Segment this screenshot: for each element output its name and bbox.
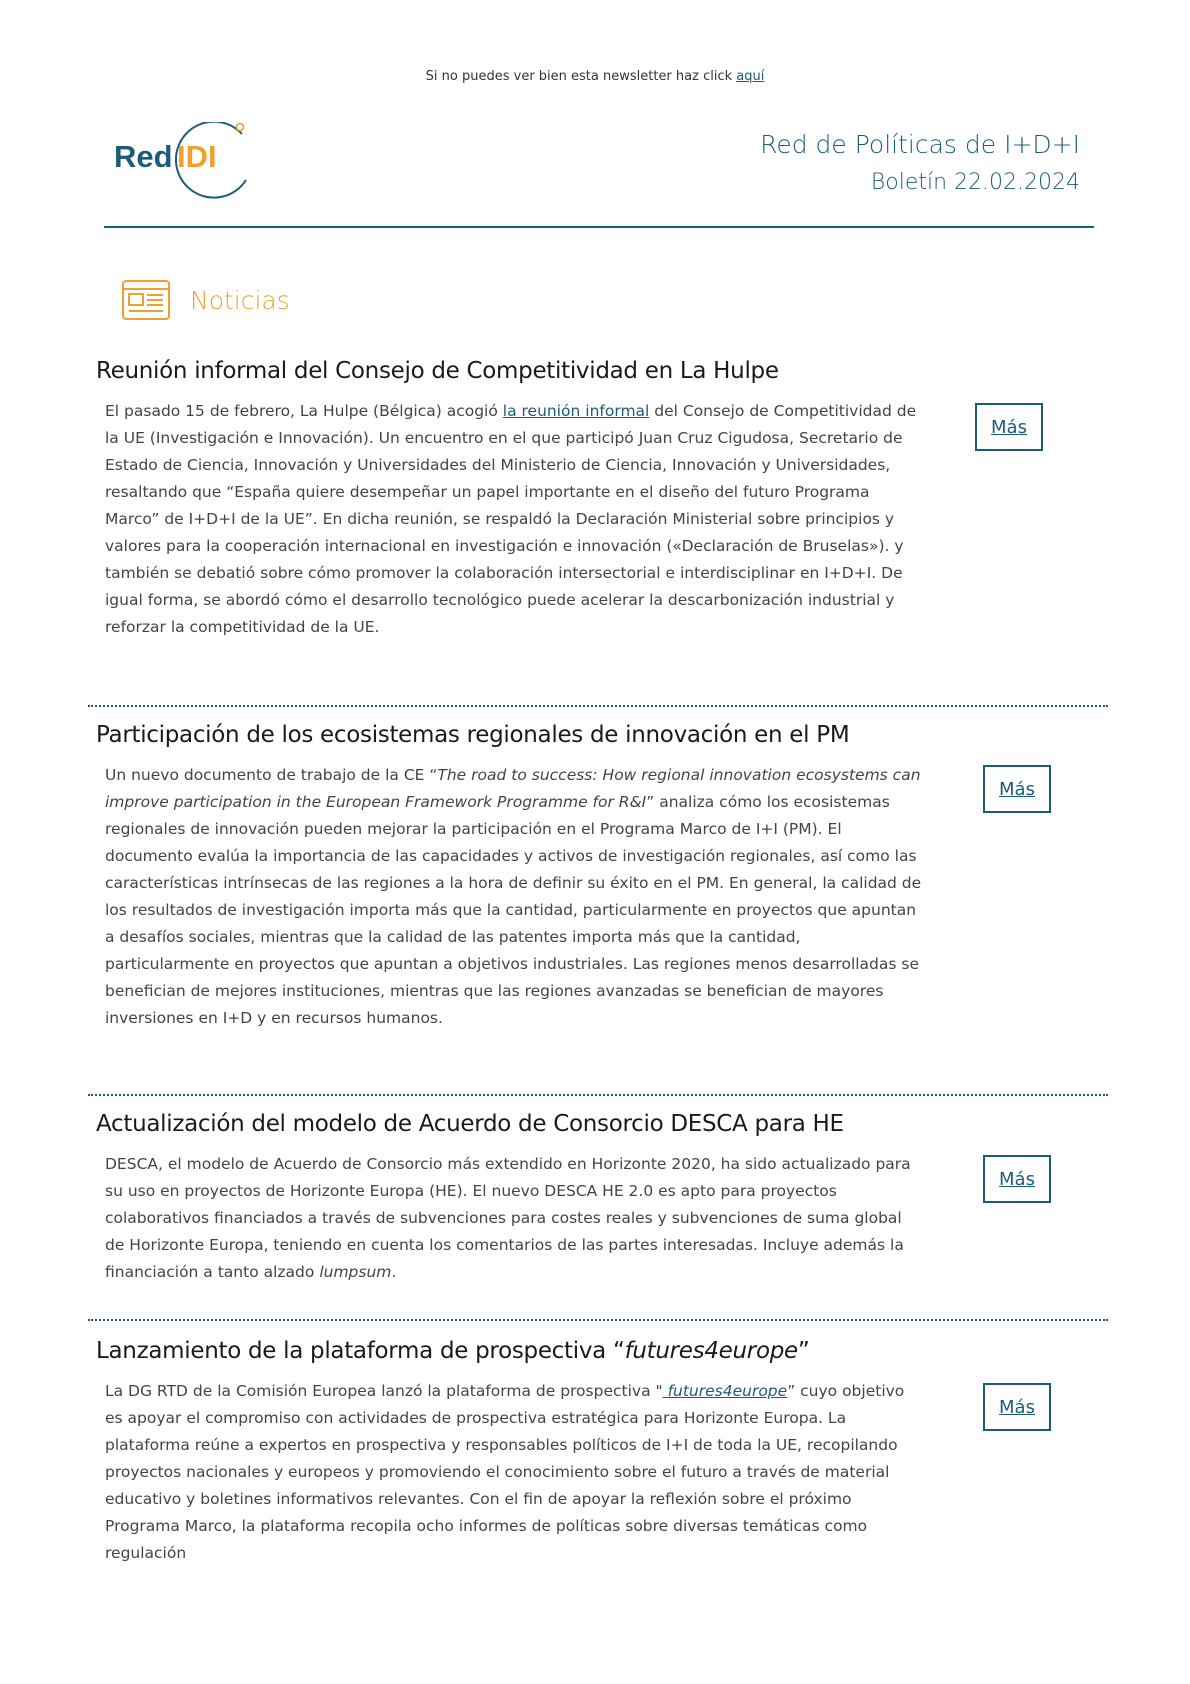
article-divider bbox=[88, 1094, 1108, 1096]
article-divider bbox=[88, 1319, 1108, 1321]
article-body-text: del Consejo de Competitividad de la UE (Investigación e Innovación). Un encuentro en el que participó Juan Cruz Cigudosa, Secretario de Estado de Ciencia, Innovación y Universidades del Ministerio de Ciencia, Innovación y Universidades, resaltando que “España quiere desempeñar un papel importante en el diseño del futuro Programa Marco” de I+D+I de la UE”. En dicha reunión, se respaldó la Declaración Ministerial sobre principios y valores para la cooperación internacional en investigación e innovación («Declaración de Bruselas»). y también se debatió sobre cómo promover la colaboración intersectorial e interdisciplinar en I+D+I. De igual forma, se abordó cómo el desarrollo tecnológico puede acelerar la descarbonización industrial y reforzar la competitividad de la UE. bbox=[105, 402, 917, 636]
article-body bbox=[105, 1151, 925, 1286]
article-divider bbox=[88, 705, 1108, 707]
more-button[interactable]: Más bbox=[983, 765, 1051, 813]
article-title-text: ” bbox=[797, 1338, 810, 1364]
logo-text-red: Red bbox=[114, 139, 173, 174]
header-divider bbox=[104, 226, 1094, 228]
logo-text-idi: IDI bbox=[177, 139, 217, 174]
article-body-text: . bbox=[391, 1263, 397, 1281]
article-link-italic: futures4europe bbox=[662, 1382, 788, 1400]
article-body-text: La DG RTD de la Comisión Europea lanzó la plataforma de prospectiva " bbox=[105, 1382, 663, 1400]
more-button[interactable]: Más bbox=[975, 403, 1043, 451]
article-title: Actualización del modelo de Acuerdo de Consorcio DESCA para HE bbox=[96, 1111, 844, 1137]
article-body-text: ” cuyo objetivo es apoyar el compromiso con actividades de prospectiva estratégica para Horizonte Europa. La plataforma reúne a expertos en prospectiva y responsables políticos de I+I de toda la UE, recopilando proyectos nacionales y europeos y promoviendo el conocimiento sobre el futuro a través de material educativo y boletines informativos relevantes. Con el fin de apoyar la reflexión sobre el próximo Programa Marco, la plataforma recopila ocho informes de políticas sobre diversas temáticas como regulación bbox=[105, 1382, 905, 1562]
article-body-italic: The road to success: How regional innovation ecosystems can improve participation in the European Framework Programme for R&I bbox=[105, 766, 921, 811]
redidi-logo bbox=[114, 122, 264, 202]
article-link[interactable]: la reunión informal bbox=[502, 402, 650, 420]
article-link[interactable] bbox=[663, 1382, 788, 1400]
preheader bbox=[0, 69, 1190, 84]
section-title: Noticias bbox=[190, 285, 290, 315]
section-heading bbox=[122, 280, 290, 320]
newsletter-title: Red de Políticas de I+D+I bbox=[760, 130, 1080, 159]
article-title: Participación de los ecosistemas regionales de innovación en el PM bbox=[96, 722, 850, 748]
article-title-italic: futures4europe bbox=[624, 1338, 798, 1364]
article-body-text: El pasado 15 de febrero, La Hulpe (Bélgica) acogió bbox=[105, 402, 503, 420]
news-article bbox=[96, 358, 1108, 641]
article-body bbox=[105, 398, 925, 641]
preheader-text: Si no puedes ver bien esta newsletter haz click bbox=[425, 69, 737, 84]
view-online-link[interactable]: aquí bbox=[736, 69, 765, 84]
article-body bbox=[105, 1378, 925, 1567]
article-body-italic: lumpsum bbox=[319, 1263, 392, 1281]
article-body-text: DESCA, el modelo de Acuerdo de Consorcio más extendido en Horizonte 2020, ha sido actualizado para su uso en proyectos de Horizonte Europa (HE). El nuevo DESCA HE 2.0 es apto para proyectos colaborativos financiados a través de subvenciones para costes reales y subvenciones de suma global de Horizonte Europa, teniendo en cuenta los comentarios de las partes interesadas. Incluye además la financiación a tanto alzado bbox=[105, 1155, 911, 1281]
news-article bbox=[96, 722, 1108, 1032]
more-button[interactable]: Más bbox=[983, 1383, 1051, 1431]
article-body-text: ” analiza cómo los ecosistemas regionales de innovación pueden mejorar la participación en el Programa Marco de I+I (PM). El documento evalúa la importancia de las capacidades y activos de investigación regionales, así como las características intrínsecas de las regiones a la hora de definir su éxito en el PM. En general, la calidad de los resultados de investigación importa más que la cantidad, particularmente en proyectos que apuntan a desafíos sociales, mientras que la calidad de las patentes importa más que la cantidad, particularmente en proyectos que apuntan a objetivos industriales. Las regiones menos desarrolladas se benefician de mejores instituciones, mientras que las regiones avanzadas se benefician de mayores inversiones en I+D y en recursos humanos. bbox=[105, 793, 922, 1027]
more-button[interactable]: Más bbox=[983, 1155, 1051, 1203]
article-title-text: Lanzamiento de la plataforma de prospectiva “ bbox=[96, 1338, 625, 1364]
newsletter-date: Boletín 22.02.2024 bbox=[870, 170, 1080, 195]
article-body-text: Un nuevo documento de trabajo de la CE “ bbox=[105, 766, 438, 784]
news-article bbox=[96, 1111, 1108, 1286]
news-article bbox=[96, 1338, 1108, 1567]
article-title: Reunión informal del Consejo de Competitividad en La Hulpe bbox=[96, 358, 779, 384]
newspaper-icon bbox=[122, 280, 170, 320]
article-title bbox=[96, 1338, 1108, 1364]
newsletter-header bbox=[760, 129, 1080, 199]
article-body bbox=[105, 762, 925, 1032]
